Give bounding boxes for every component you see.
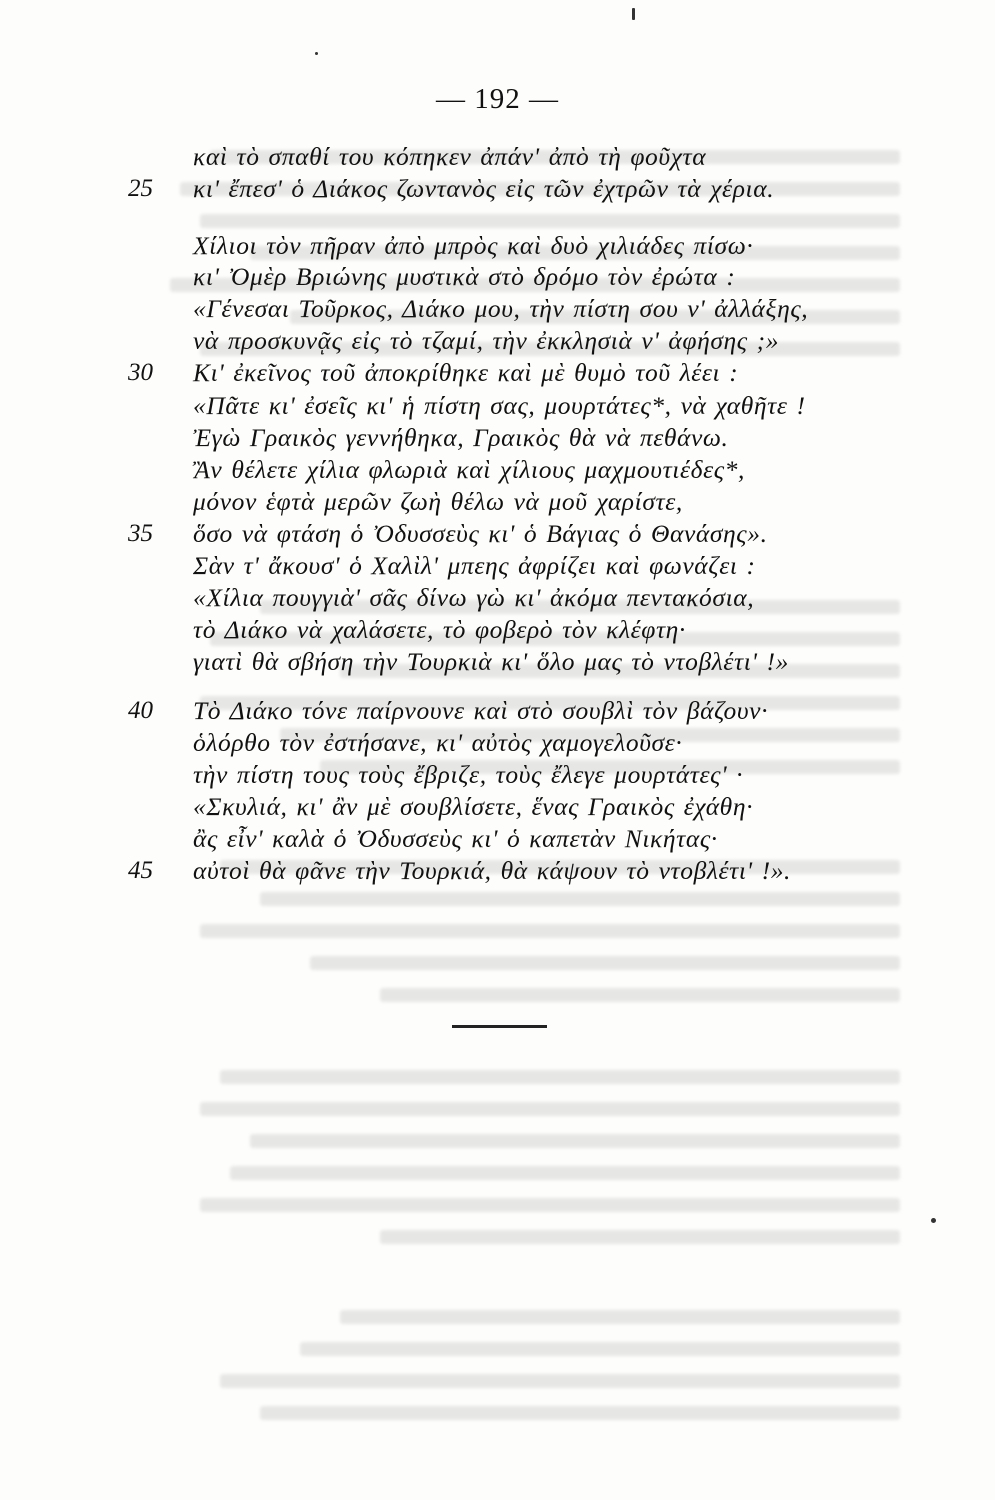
scan-speck <box>931 1218 936 1223</box>
poem-line <box>0 613 995 647</box>
line-text: κι' ἔπεσ' ὁ Διάκος ζωντανὸς εἰς τῶν ἐχτρῶν τὰ χέρια. <box>193 174 775 203</box>
poem-line <box>0 324 995 358</box>
poem-line <box>0 389 995 423</box>
line-text: καὶ τὸ σπαθί του κόπηκεν ἀπάν' ἀπὸ τὴ φοῦχτα <box>193 142 707 171</box>
line-text: «Πᾶτε κι' ἐσεῖς κι' ἡ πίστη σας, μουρτάτες*, νὰ χαθῆτε ! <box>193 391 806 420</box>
line-number: 25 <box>128 175 153 202</box>
line-text: αὐτοὶ θὰ φᾶνε τὴν Τουρκιά, θὰ κάψουν τὸ ντοβλέτι' !». <box>193 856 792 885</box>
line-text: Σὰν τ' ἄκουσ' ὁ Χαλὶλ' μπεης ἀφρίζει καὶ φωνάζει : <box>193 551 756 580</box>
poem-line <box>0 854 995 888</box>
poem-line <box>0 292 995 326</box>
line-text: «Χίλια πουγγιὰ' σᾶς δίνω γὼ κι' ἀκόμα πεντακόσια, <box>193 583 755 612</box>
line-text: ἂς εἶν' καλὰ ὁ Ὀδυσσεὺς κι' ὁ καπετὰν Νικήτας· <box>193 824 718 853</box>
poem-line <box>0 229 995 263</box>
line-text: μόνον ἑφτὰ μερῶν ζωὴ θέλω νὰ μοῦ χαρίστε, <box>193 487 683 516</box>
poem-line <box>0 140 995 174</box>
line-number: 45 <box>128 857 153 884</box>
poem-line <box>0 453 995 487</box>
poem-line <box>0 581 995 615</box>
poem-line <box>0 726 995 760</box>
line-text: Τὸ Διάκο τόνε παίρνουνε καὶ στὸ σουβλὶ τὸν βάζουν· <box>193 696 769 725</box>
poem-line <box>0 822 995 856</box>
poem-line <box>0 790 995 824</box>
line-text: Κι' ἐκεῖνος τοῦ ἀποκρίθηκε καὶ μὲ θυμὸ τοῦ λέει : <box>193 358 739 387</box>
poem-line <box>0 694 995 728</box>
line-number: 40 <box>128 697 153 724</box>
poem-line <box>0 260 995 294</box>
line-text: ὅσο νὰ φτάση ὁ Ὀδυσσεὺς κι' ὁ Βάγιας ὁ Θανάσης». <box>193 519 768 548</box>
line-number: 30 <box>128 359 153 386</box>
line-text: ὁλόρθο τὸν ἐστήσανε, κι' αὐτὸς χαμογελοῦσε· <box>193 728 683 757</box>
poem-line <box>0 356 995 390</box>
line-text: Χίλιοι τὸν πῆραν ἀπὸ μπρὸς καὶ δυὸ χιλιάδες πίσω· <box>193 231 754 260</box>
poem-line <box>0 517 995 551</box>
poem-line <box>0 549 995 583</box>
line-text: νὰ προσκυνᾷς εἰς τὸ τζαμί, τὴν ἐκκλησιὰ ν' ἀφήσης ;» <box>193 326 780 355</box>
page-number: — 192 — <box>436 83 559 115</box>
scan-speck <box>315 52 318 55</box>
line-text: Ἂν θέλετε χίλια φλωριὰ καὶ χίλιους μαχμουτιέδες*, <box>193 455 746 484</box>
line-text: τὴν πίστη τους τοὺς ἔβριζε, τοὺς ἔλεγε μουρτάτες' · <box>193 760 744 789</box>
poem-line <box>0 645 995 679</box>
line-text: Ἐγὼ Γραικὸς γεννήθηκα, Γραικὸς θὰ νὰ πεθάνω. <box>193 423 729 452</box>
line-number: 35 <box>128 520 153 547</box>
line-text: «Γένεσαι Τοῦρκος, Διάκο μου, τὴν πίστη σου ν' ἀλλάξης, <box>193 294 809 323</box>
poem-line <box>0 172 995 206</box>
line-text: τὸ Διάκο νὰ χαλάσετε, τὸ φοβερὸ τὸν κλέφτη· <box>193 615 686 644</box>
scan-speck <box>632 8 635 20</box>
poem-line <box>0 758 995 792</box>
line-text: κι' Ὀμὲρ Βριώνης μυστικὰ στὸ δρόμο τὸν ἐρώτα : <box>193 262 736 291</box>
line-text: «Σκυλιά, κι' ἂν μὲ σουβλίσετε, ἕνας Γραικὸς ἐχάθη· <box>193 792 754 821</box>
line-text: γιατὶ θὰ σβήση τὴν Τουρκιὰ κι' ὅλο μας τὸ ντοβλέτι' !» <box>193 647 789 676</box>
section-divider <box>452 1025 547 1028</box>
poem-line <box>0 421 995 455</box>
poem-line <box>0 485 995 519</box>
